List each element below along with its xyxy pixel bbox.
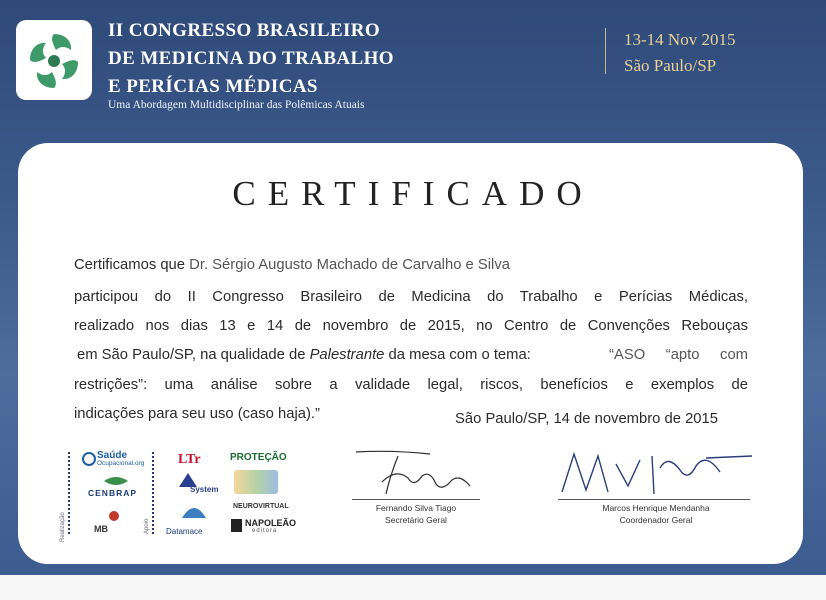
saude-main-text: Saúde <box>97 450 128 461</box>
signature-2-line <box>558 499 750 500</box>
signature-1-role: Secretário Geral <box>385 515 447 525</box>
body-line-4 <box>77 347 748 363</box>
sao-paulo-mini-logo <box>234 470 278 494</box>
role-text: Palestrante <box>309 347 385 363</box>
signature-2-scribble <box>556 446 756 504</box>
intro-text: Certificamos que <box>74 257 186 273</box>
body-line-3: realizado nos dias 13 e 14 de novembro de 2015, no Centro de Convenções Rebouças <box>74 318 748 334</box>
congress-title-line-2: DE MEDICINA DO TRABALHO <box>108 48 394 69</box>
apoio-label: Apoio <box>144 518 150 534</box>
signature-1-line <box>352 499 480 500</box>
congress-city: São Paulo/SP <box>624 56 717 75</box>
signature-1-scribble <box>352 448 482 504</box>
congress-logo <box>16 20 92 100</box>
signature-1-name: Fernando Silva Tiago <box>375 503 457 513</box>
body-line-1 <box>74 257 748 273</box>
role-prefix: em São Paulo/SP, na qualidade de <box>77 347 306 363</box>
theme-start: “ASO “apto com <box>609 347 748 363</box>
napoleao-sub-text: editora <box>252 528 278 534</box>
congress-title-line-1: II CONGRESSO BRASILEIRO <box>108 20 381 41</box>
body-line-5: restrições”: uma análise sobre a validade legal, riscos, benefícios e exemplos de <box>74 377 748 393</box>
system-text: System <box>190 485 219 494</box>
apoio-divider <box>152 452 154 534</box>
cenbrap-text: CENBRAP <box>88 488 138 498</box>
recipient-name: Dr. Sérgio Augusto Machado de Carvalho e Silva <box>189 257 510 273</box>
ltr-logo: LTr <box>178 452 201 467</box>
certificate-title: CERTIFICADO <box>232 174 594 213</box>
saude-icon <box>82 452 96 466</box>
congress-title-line-3: E PERÍCIAS MÉDICAS <box>108 76 318 97</box>
congress-subtitle: Uma Abordagem Multidisciplinar das Polêmicas Atuais <box>108 99 365 111</box>
paper-edge <box>0 575 826 600</box>
body-line-2: participou do II Congresso Brasileiro de Medicina do Trabalho e Perícias Médicas, <box>74 289 748 305</box>
saude-sub-text: Ocupacional.org <box>97 460 145 467</box>
congress-date: 13-14 Nov 2015 <box>624 30 736 49</box>
signature-2-role: Coordenador Geral <box>619 515 693 525</box>
protecao-logo: PROTEÇÃO <box>230 452 287 463</box>
place-date: São Paulo/SP, 14 de novembro de 2015 <box>455 411 718 427</box>
body-line-6: indicações para seu uso (caso haja).” <box>74 406 320 422</box>
role-middle: da mesa com o tema: <box>388 347 531 363</box>
cenbrap-icon <box>102 475 130 487</box>
datamace-icon <box>180 500 208 520</box>
realizacao-divider <box>68 452 70 534</box>
header-divider <box>605 28 606 74</box>
napoleao-text: NAPOLEÃO <box>245 518 297 528</box>
realizacao-label: Realização <box>60 512 66 542</box>
congress-logo-icon <box>16 20 92 100</box>
mb-text: MB <box>94 524 108 534</box>
datamace-text: Datamace <box>166 527 203 536</box>
neurovirtual-logo: NEUROVIRTUAL <box>233 503 289 510</box>
mb-icon <box>108 510 120 522</box>
napoleao-icon <box>231 519 242 532</box>
signature-2-name: Marcos Henrique Mendanha <box>602 503 710 513</box>
